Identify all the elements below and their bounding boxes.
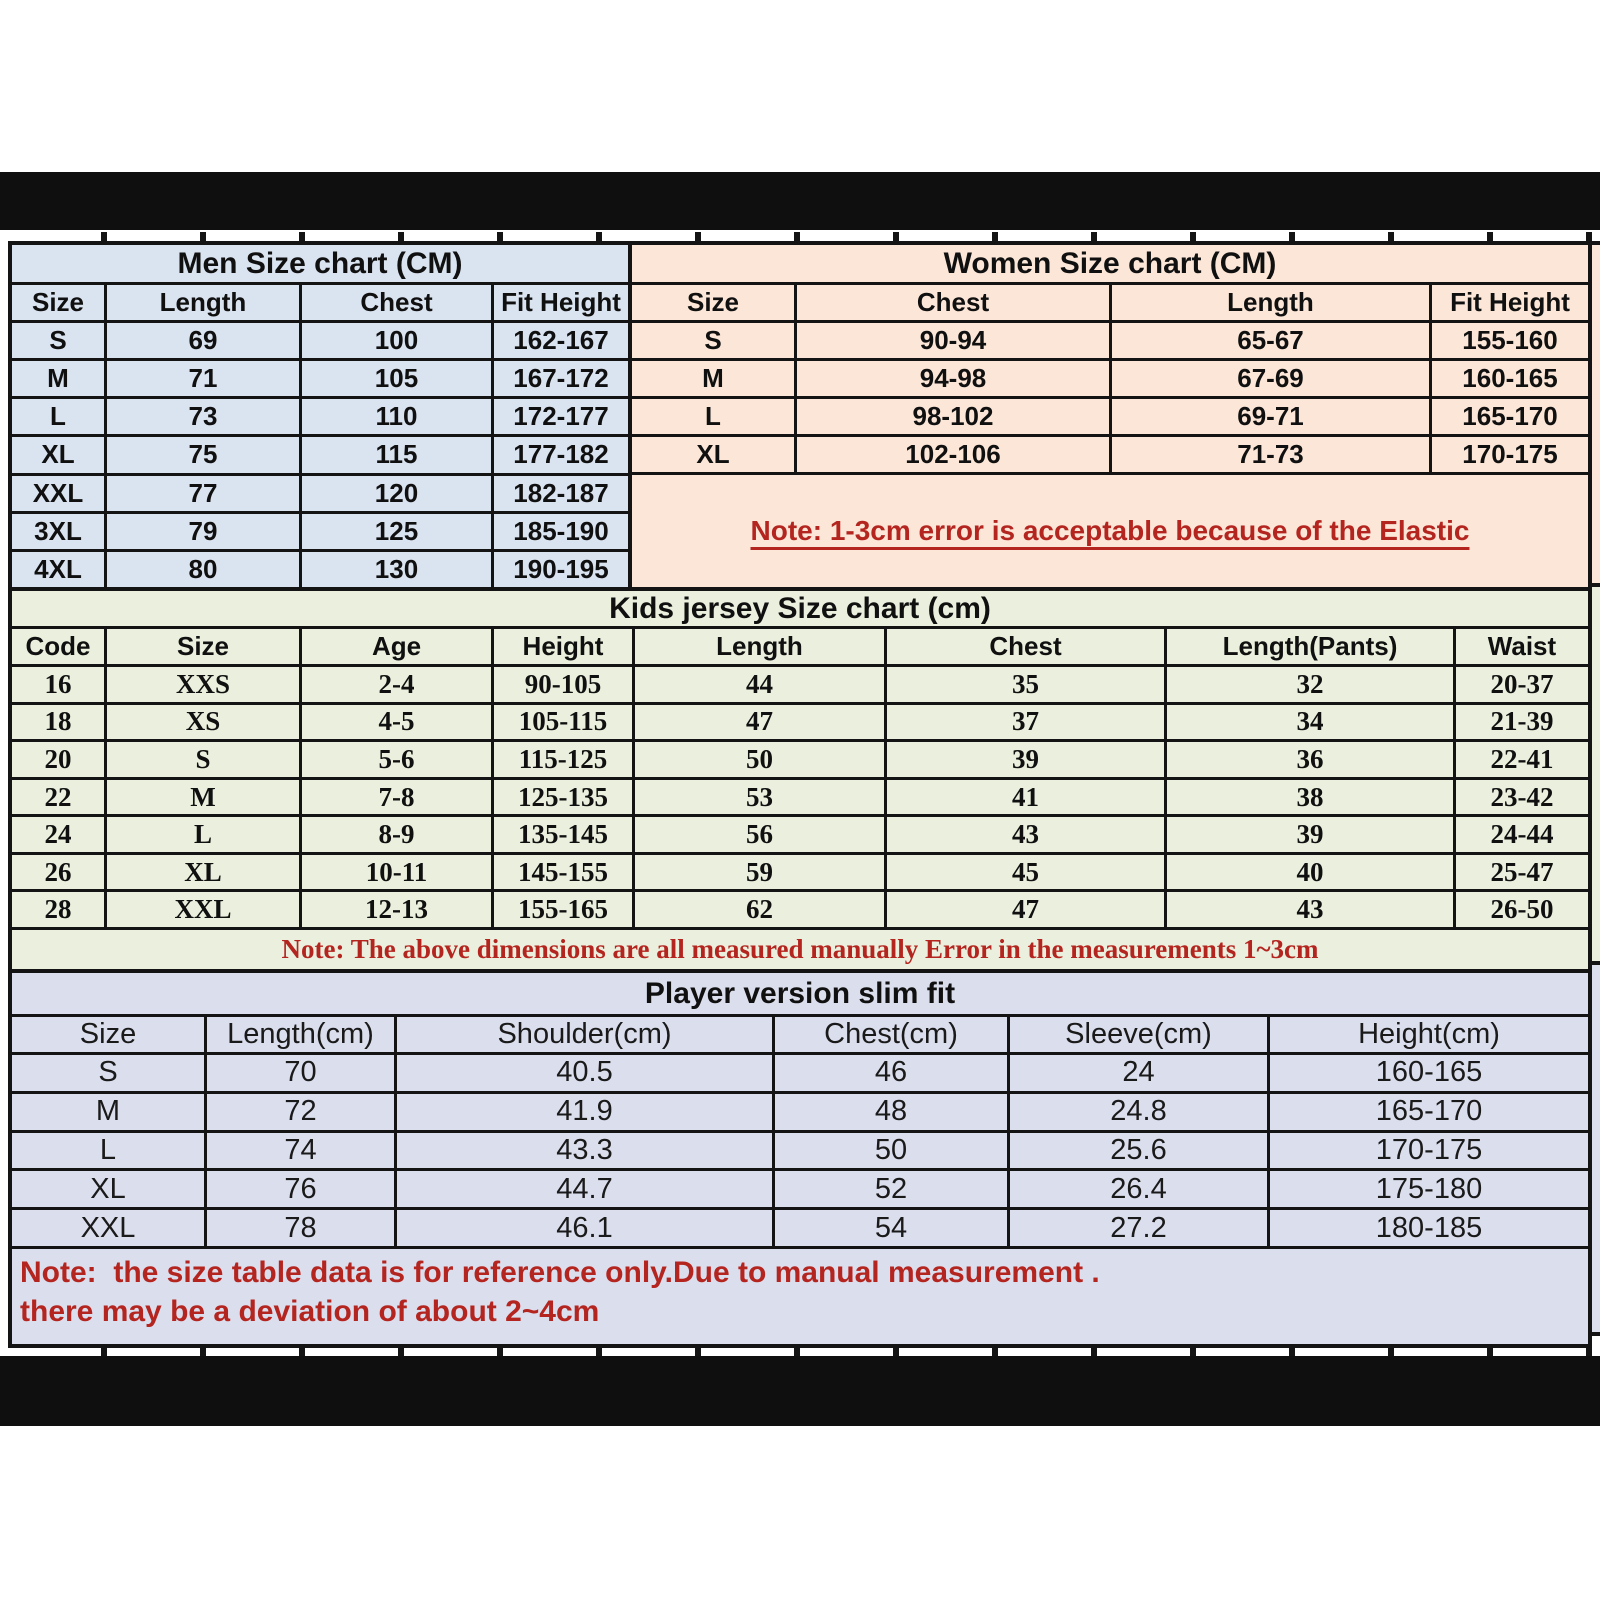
table-cell: 74 (204, 1133, 394, 1169)
table-cell: 38 (1164, 780, 1453, 815)
table-cell: 98-102 (794, 399, 1109, 434)
table-row (12, 892, 1588, 927)
table-row (12, 1210, 1588, 1246)
table-cell: 46.1 (394, 1210, 772, 1246)
table-cell: 120 (299, 476, 491, 511)
table-cell: 65-67 (1109, 323, 1429, 358)
table-cell: 8-9 (299, 817, 491, 852)
table-cell: 4XL (34, 553, 82, 584)
table-cell: L (104, 817, 299, 852)
table-cell: 73 (104, 399, 299, 434)
table-cell: 67-69 (1109, 361, 1429, 396)
women-header-cell: Fit Height (1429, 285, 1588, 320)
top-tick-strip (8, 232, 1592, 241)
table-row (12, 1133, 1588, 1172)
table-cell: 24-44 (1453, 817, 1588, 852)
table-cell: XL (90, 1172, 126, 1205)
player-table-title: Player version slim fit (12, 973, 1588, 1017)
table-cell: XS (104, 705, 299, 740)
table-row (12, 667, 1588, 705)
kids-header-cell: Waist (1453, 629, 1588, 664)
women-header-cell: Length (1109, 285, 1429, 320)
table-row (632, 399, 1588, 437)
table-cell: 7-8 (299, 780, 491, 815)
table-cell: 72 (204, 1094, 394, 1130)
table-row (12, 855, 1588, 893)
table-cell: 24 (44, 819, 72, 850)
cropped-cells-sliver (1592, 241, 1600, 1348)
table-cell: 47 (884, 892, 1164, 927)
women-table-body (632, 323, 1588, 472)
table-cell: 71-73 (1109, 437, 1429, 472)
table-cell: 165-170 (1429, 399, 1588, 434)
table-cell: 135-145 (491, 817, 632, 852)
table-cell: 56 (632, 817, 884, 852)
table-cell: 48 (772, 1094, 1007, 1130)
table-cell: 10-11 (299, 855, 491, 890)
women-table-header-row (632, 285, 1588, 323)
men-table-title: Men Size chart (CM) (12, 245, 628, 285)
table-cell: 76 (204, 1171, 394, 1207)
table-cell: XL (696, 439, 730, 470)
table-cell: 47 (632, 705, 884, 740)
table-cell: 52 (772, 1171, 1007, 1207)
table-cell: 180-185 (1267, 1210, 1588, 1246)
table-row (12, 514, 628, 552)
table-row (12, 1094, 1588, 1133)
table-cell: 125-135 (491, 780, 632, 815)
table-cell: 69-71 (1109, 399, 1429, 434)
table-cell: 94-98 (794, 361, 1109, 396)
player-header-cell: Chest(cm) (772, 1017, 1007, 1052)
size-chart-tables (8, 241, 1592, 1348)
sliver-player-segment (1592, 965, 1600, 1336)
women-elastic-note: Note: 1-3cm error is acceptable because of the Elastic (632, 472, 1588, 587)
kids-table-body (12, 667, 1588, 927)
player-table-body (12, 1055, 1588, 1246)
table-cell: 79 (104, 514, 299, 549)
table-cell: 53 (632, 780, 884, 815)
table-cell: 40.5 (394, 1055, 772, 1091)
table-row (12, 437, 628, 475)
men-table-body (12, 323, 628, 587)
kids-header-cell: Size (104, 629, 299, 664)
adult-size-section (12, 245, 1588, 591)
sliver-kids-segment (1592, 587, 1600, 965)
table-cell: 36 (1164, 742, 1453, 777)
table-cell: S (104, 742, 299, 777)
table-cell: 5-6 (299, 742, 491, 777)
table-cell: M (47, 363, 69, 394)
men-header-cell: Fit Height (491, 285, 628, 320)
table-cell: 26-50 (1453, 892, 1588, 927)
table-cell: XXL (80, 1211, 136, 1244)
table-row (632, 323, 1588, 361)
table-cell: 27.2 (1007, 1210, 1267, 1246)
table-row (12, 1055, 1588, 1094)
table-row (12, 361, 628, 399)
kids-table-header-row (12, 629, 1588, 667)
women-header-cell: Size (686, 287, 740, 317)
kids-size-section (12, 591, 1588, 973)
bottom-black-bar (0, 1356, 1600, 1426)
table-cell: 162-167 (491, 323, 628, 358)
table-cell: 78 (204, 1210, 394, 1246)
table-cell: 26.4 (1007, 1171, 1267, 1207)
table-row (12, 742, 1588, 780)
women-size-table (632, 245, 1588, 587)
table-cell: 54 (772, 1210, 1007, 1246)
kids-header-cell: Length(Pants) (1164, 629, 1453, 664)
table-cell: 170-175 (1267, 1133, 1588, 1169)
table-cell: 39 (884, 742, 1164, 777)
player-version-section (12, 973, 1588, 1344)
footer-note-line-2: there may be a deviation of about 2~4cm (20, 1295, 600, 1328)
table-cell: 90-94 (794, 323, 1109, 358)
table-cell: 39 (1164, 817, 1453, 852)
table-cell: L (99, 1133, 117, 1166)
women-header-cell: Chest (794, 285, 1109, 320)
table-cell: 40 (1164, 855, 1453, 890)
footer-note-line-1: Note: the size table data is for reference only.Due to manual measurement . (20, 1256, 1100, 1289)
player-header-cell: Height(cm) (1267, 1017, 1588, 1052)
table-cell: 190-195 (491, 552, 628, 587)
player-header-cell: Sleeve(cm) (1007, 1017, 1267, 1052)
men-header-cell: Chest (299, 285, 491, 320)
table-row (12, 476, 628, 514)
table-cell: 46 (772, 1055, 1007, 1091)
table-cell: 71 (104, 361, 299, 396)
table-cell: 22-41 (1453, 742, 1588, 777)
table-cell: M (702, 363, 724, 394)
table-cell: 41 (884, 780, 1164, 815)
table-cell: 43.3 (394, 1133, 772, 1169)
table-cell: S (704, 325, 722, 356)
kids-header-cell: Code (25, 631, 91, 661)
table-cell: XL (41, 439, 75, 470)
table-cell: 90-105 (491, 667, 632, 702)
kids-header-cell: Age (299, 629, 491, 664)
table-cell: XL (104, 855, 299, 890)
table-cell: XXL (32, 477, 84, 508)
table-cell: 12-13 (299, 892, 491, 927)
footer-reference-note (12, 1246, 1588, 1344)
table-cell: 3XL (34, 515, 82, 546)
table-cell: 100 (299, 323, 491, 358)
table-cell: 125 (299, 514, 491, 549)
table-cell: 172-177 (491, 399, 628, 434)
table-row (12, 705, 1588, 743)
table-cell: 41.9 (394, 1094, 772, 1130)
table-cell: 110 (299, 399, 491, 434)
table-cell: 44 (632, 667, 884, 702)
kids-header-cell: Height (491, 629, 632, 664)
table-cell: 75 (104, 437, 299, 472)
sliver-women-segment (1592, 241, 1600, 587)
table-cell: 28 (44, 894, 72, 925)
table-cell: 25-47 (1453, 855, 1588, 890)
table-row (12, 552, 628, 587)
table-cell: 25.6 (1007, 1133, 1267, 1169)
table-cell: 105-115 (491, 705, 632, 740)
table-cell: 130 (299, 552, 491, 587)
top-black-bar (0, 172, 1600, 230)
table-cell: 115 (299, 437, 491, 472)
table-cell: 24.8 (1007, 1094, 1267, 1130)
kids-header-cell: Length (632, 629, 884, 664)
player-table-header-row (12, 1017, 1588, 1055)
table-cell: 16 (44, 668, 72, 699)
table-cell: 34 (1164, 705, 1453, 740)
table-cell: 105 (299, 361, 491, 396)
table-cell: 77 (104, 476, 299, 511)
table-cell: 177-182 (491, 437, 628, 472)
table-cell: 145-155 (491, 855, 632, 890)
table-cell: 185-190 (491, 514, 628, 549)
table-cell: 20 (44, 743, 72, 774)
table-cell: 69 (104, 323, 299, 358)
player-header-cell: Shoulder(cm) (394, 1017, 772, 1052)
table-cell: 24 (1007, 1055, 1267, 1091)
table-cell: L (50, 401, 66, 432)
table-cell: 21-39 (1453, 705, 1588, 740)
table-cell: 167-172 (491, 361, 628, 396)
table-cell: 43 (1164, 892, 1453, 927)
table-cell: 50 (772, 1133, 1007, 1169)
kids-table-title: Kids jersey Size chart (cm) (12, 591, 1588, 629)
men-size-table (12, 245, 632, 587)
table-cell: 23-42 (1453, 780, 1588, 815)
player-header-cell: Length(cm) (204, 1017, 394, 1052)
men-table-header-row (12, 285, 628, 323)
table-cell: 18 (44, 706, 72, 737)
table-cell: 4-5 (299, 705, 491, 740)
table-row (632, 361, 1588, 399)
table-cell: 2-4 (299, 667, 491, 702)
table-cell: 26 (44, 856, 72, 887)
table-cell: 43 (884, 817, 1164, 852)
table-row (12, 399, 628, 437)
table-cell: M (95, 1095, 121, 1128)
table-cell: 155-165 (491, 892, 632, 927)
women-table-title: Women Size chart (CM) (632, 245, 1588, 285)
men-header-cell: Size (31, 287, 85, 317)
table-cell: 62 (632, 892, 884, 927)
table-cell: S (49, 325, 67, 356)
table-cell: 160-165 (1429, 361, 1588, 396)
table-cell: 160-165 (1267, 1055, 1588, 1091)
table-cell: 35 (884, 667, 1164, 702)
table-cell: 22 (44, 781, 72, 812)
table-cell: 59 (632, 855, 884, 890)
table-cell: 44.7 (394, 1171, 772, 1207)
table-cell: 50 (632, 742, 884, 777)
table-cell: 170-175 (1429, 437, 1588, 472)
table-cell: 115-125 (491, 742, 632, 777)
table-cell: XXS (104, 667, 299, 702)
table-row (632, 437, 1588, 472)
men-header-cell: Length (104, 285, 299, 320)
table-row (12, 1171, 1588, 1210)
kids-header-cell: Chest (884, 629, 1164, 664)
table-row (12, 817, 1588, 855)
table-cell: 20-37 (1453, 667, 1588, 702)
table-cell: 102-106 (794, 437, 1109, 472)
table-cell: 175-180 (1267, 1171, 1588, 1207)
table-cell: 32 (1164, 667, 1453, 702)
player-header-cell: Size (79, 1018, 137, 1050)
table-row (12, 780, 1588, 818)
table-cell: 80 (104, 552, 299, 587)
table-cell: 182-187 (491, 476, 628, 511)
table-row (12, 323, 628, 361)
table-cell: S (98, 1056, 118, 1089)
table-cell: 70 (204, 1055, 394, 1091)
table-cell: 37 (884, 705, 1164, 740)
table-cell: 45 (884, 855, 1164, 890)
table-cell: L (705, 401, 721, 432)
table-cell: M (104, 780, 299, 815)
table-cell: XXL (104, 892, 299, 927)
kids-measurement-note: Note: The above dimensions are all measured manually Error in the measurements 1~3cm (12, 927, 1588, 969)
table-cell: 165-170 (1267, 1094, 1588, 1130)
table-cell: 155-160 (1429, 323, 1588, 358)
